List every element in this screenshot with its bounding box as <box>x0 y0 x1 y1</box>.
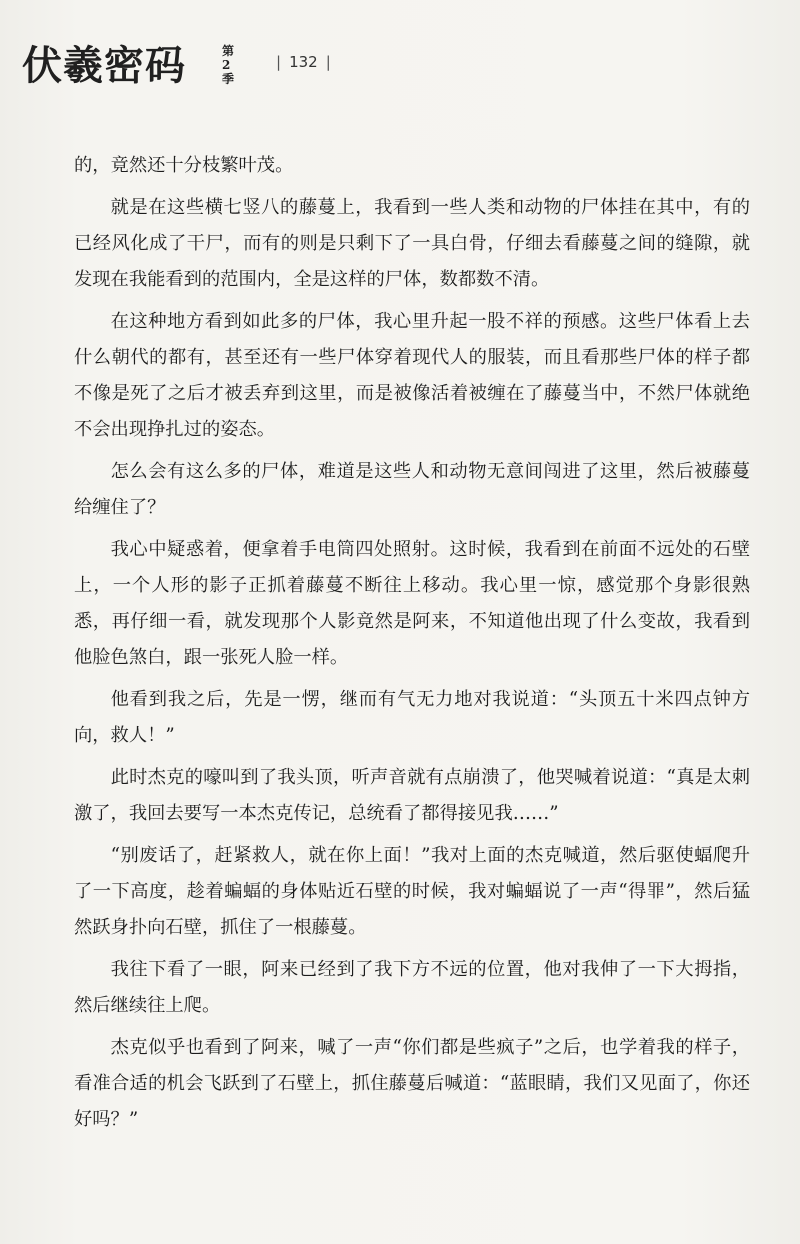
paragraph: 就是在这些横七竖八的藤蔓上，我看到一些人类和动物的尸体挂在其中，有的已经风化成了干尸，而有的则是只剩下了一具白骨，仔细去看藤蔓之间的缝隙，就发现在我能看到的范围内，全是这样的尸体，数都数不清。 <box>74 197 750 290</box>
paragraph: “别废话了，赶紧救人，就在你上面！”我对上面的杰克喊道，然后驱使蝠爬升了一下高度，趁着蝙蝠的身体贴近石壁的时候，我对蝙蝠说了一声“得罪”，然后猛然跃身扑向石壁，抓住了一根藤蔓。 <box>74 845 750 938</box>
book-title: 伏羲密码 <box>22 42 186 89</box>
body-text <box>74 148 750 1144</box>
paragraph: 他看到我之后，先是一愣，继而有气无力地对我说道：“头顶五十米四点钟方向，救人！” <box>74 689 750 746</box>
page-number: | 132 | <box>276 53 331 71</box>
paragraph: 杰克似乎也看到了阿来，喊了一声“你们都是些疯子”之后，也学着我的样子，看准合适的机会飞跃到了石壁上，抓住藤蔓后喊道：“蓝眼睛，我们又见面了，你还好吗？” <box>74 1037 750 1130</box>
paragraph: 此时杰克的嚎叫到了我头顶，听声音就有点崩溃了，他哭喊着说道：“真是太刺激了，我回去要写一本杰克传记，总统看了都得接见我……” <box>74 767 750 824</box>
season-label: 第2季 <box>222 44 235 86</box>
page-number-value: 132 <box>289 53 318 71</box>
page-header <box>22 40 422 100</box>
paragraph: 我心中疑惑着，便拿着手电筒四处照射。这时候，我看到在前面不远处的石壁上，一个人形的影子正抓着藤蔓不断往上移动。我心里一惊，感觉那个身影很熟悉，再仔细一看，就发现那个人影竟然是阿来，不知道他出现了什么变故，我看到他脸色煞白，跟一张死人脸一样。 <box>74 539 750 668</box>
paragraph: 我往下看了一眼，阿来已经到了我下方不远的位置，他对我伸了一下大拇指，然后继续往上爬。 <box>74 959 750 1016</box>
paragraph: 怎么会有这么多的尸体，难道是这些人和动物无意间闯进了这里，然后被藤蔓给缠住了？ <box>74 461 750 518</box>
paragraph: 的，竟然还十分枝繁叶茂。 <box>74 155 294 176</box>
paragraph: 在这种地方看到如此多的尸体，我心里升起一股不祥的预感。这些尸体看上去什么朝代的都有，甚至还有一些尸体穿着现代人的服装，而且看那些尸体的样子都不像是死了之后才被丢弃到这里，而是被像活着被缠在了藤蔓当中，不然尸体就绝不会出现挣扎过的姿态。 <box>74 311 750 440</box>
